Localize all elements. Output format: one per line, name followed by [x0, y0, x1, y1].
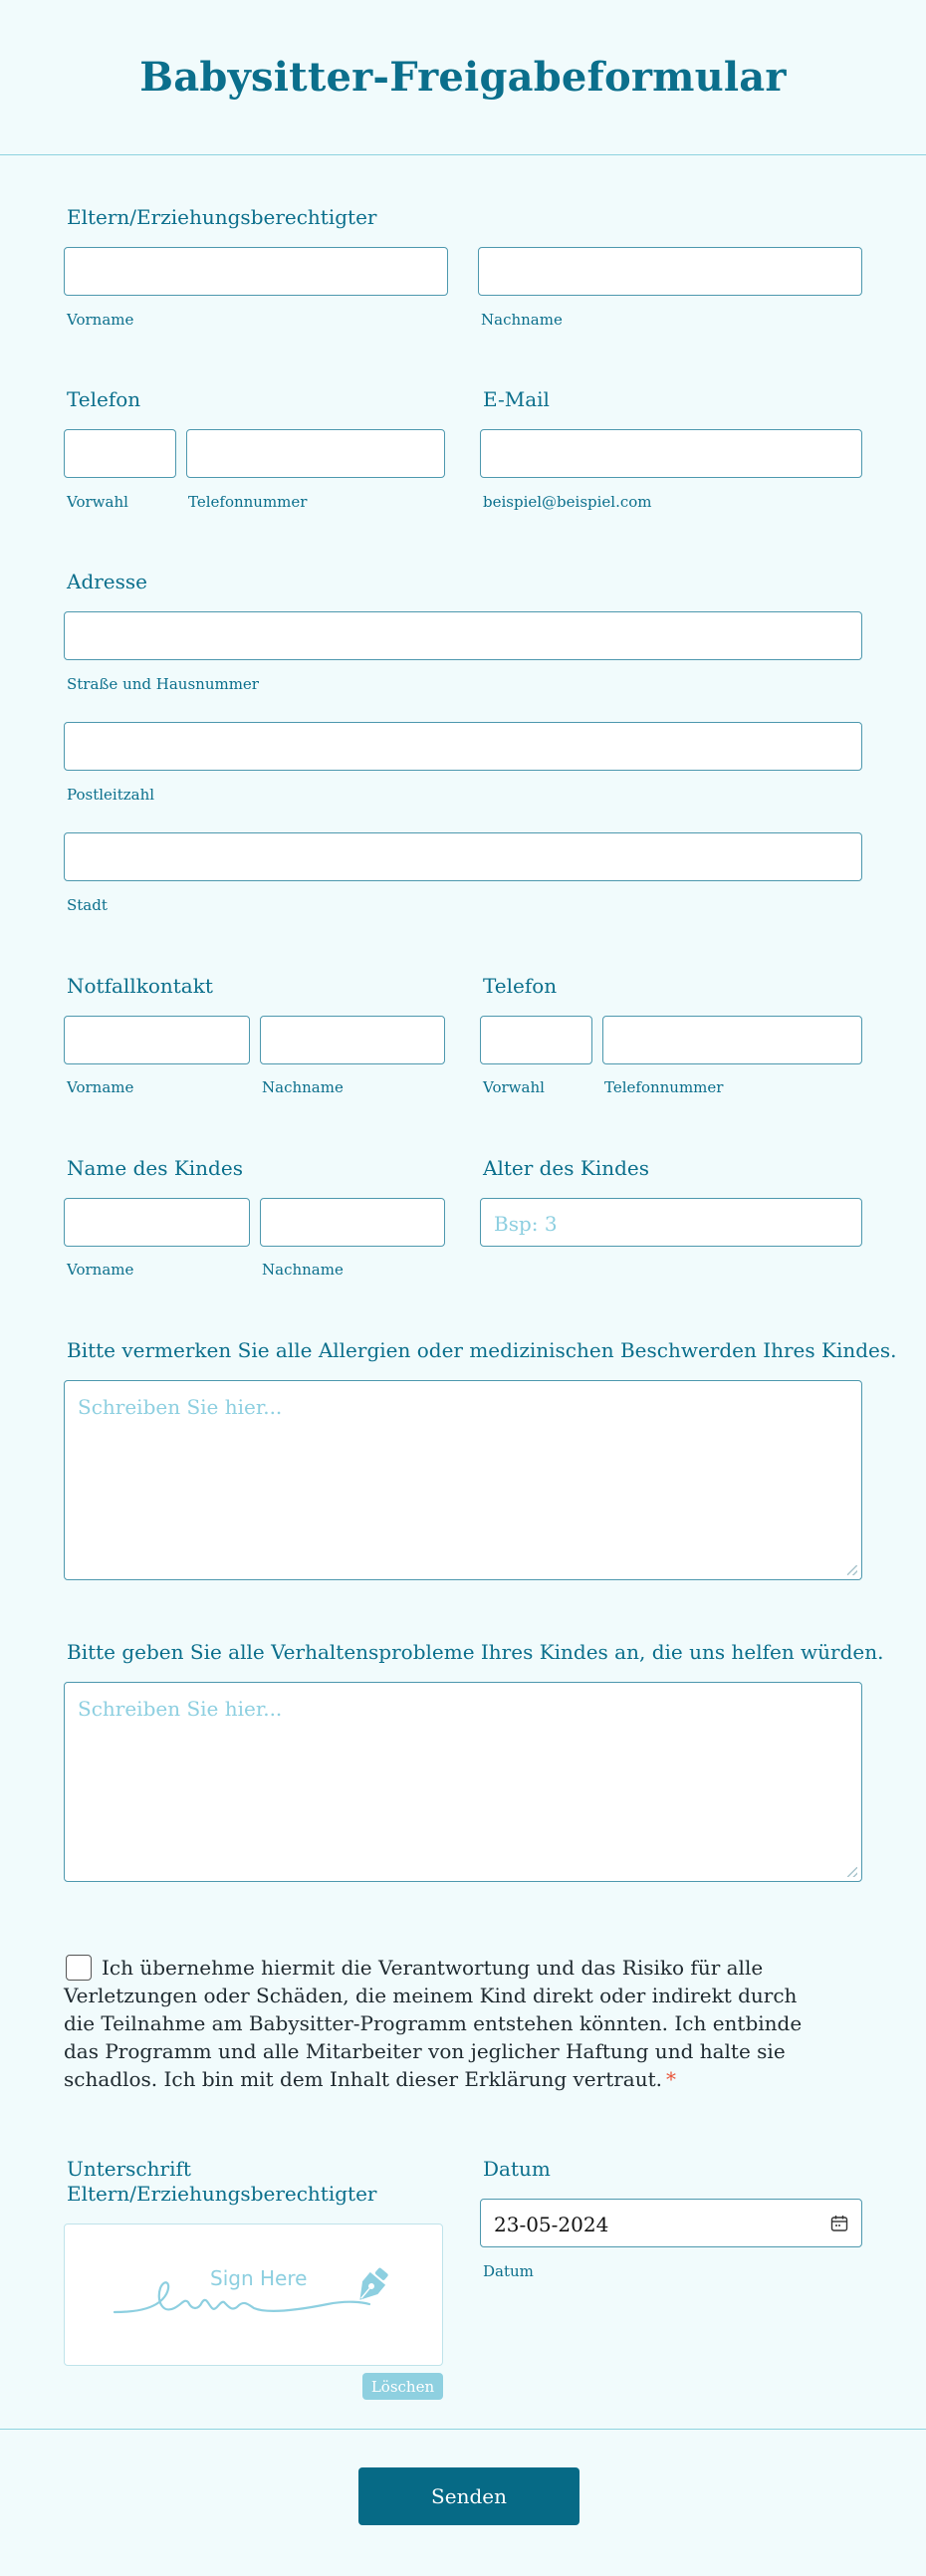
parent-first-name-input[interactable] [64, 247, 448, 296]
consent-text: Ich übernehme hiermit die Verantwortung und das Risiko für alle Verletzungen oder Schäden, die meinem Kind direkt oder indirekt durch die Teilnahme am Babysitter-Programm entstehen könnten. Ich entbinde das Programm und alle Mitarbeiter von jeglicher Haftung und halte sie schadlos. Ich bin mit dem Inhalt dieser Erklärung vertraut. [64, 1956, 803, 2091]
email-label: E-Mail [483, 387, 550, 411]
clear-signature-button[interactable]: Löschen [362, 2373, 443, 2400]
allergies-placeholder: Schreiben Sie hier... [78, 1395, 283, 1419]
required-mark: * [666, 2067, 676, 2091]
signature-label-line2: Eltern/Erziehungsberechtigter [67, 2182, 377, 2206]
parent-last-name-sublabel: Nachname [481, 311, 563, 329]
phone-label: Telefon [67, 387, 141, 411]
resize-handle-icon[interactable] [847, 1867, 857, 1877]
email-sublabel: beispiel@beispiel.com [483, 493, 652, 511]
signature-label [67, 2157, 376, 2207]
behavior-placeholder: Schreiben Sie hier... [78, 1697, 283, 1721]
submit-button[interactable]: Senden [358, 2467, 579, 2525]
emergency-contact-label: Notfallkontakt [67, 974, 213, 998]
signature-label-line1: Unterschrift [67, 2157, 191, 2181]
emergency-phone-area-code-input[interactable] [480, 1016, 592, 1064]
emergency-first-name-sublabel: Vorname [67, 1078, 134, 1096]
footer-divider [0, 2429, 926, 2430]
city-input[interactable] [64, 832, 862, 881]
emergency-last-name-sublabel: Nachname [262, 1078, 344, 1096]
emergency-phone-number-input[interactable] [602, 1016, 862, 1064]
phone-area-code-input[interactable] [64, 429, 176, 478]
date-label: Datum [483, 2157, 551, 2181]
email-input[interactable] [480, 429, 862, 478]
zip-input[interactable] [64, 722, 862, 771]
calendar-icon[interactable] [829, 2214, 849, 2233]
child-age-input[interactable] [480, 1198, 862, 1247]
city-sublabel: Stadt [67, 896, 108, 914]
date-sublabel: Datum [483, 2262, 534, 2280]
emergency-phone-area-code-sublabel: Vorwahl [483, 1078, 545, 1096]
consent-text-block [64, 1954, 820, 2093]
allergies-textarea[interactable] [64, 1380, 862, 1580]
signature-pad[interactable] [64, 2224, 443, 2366]
child-age-placeholder: Bsp: 3 [494, 1212, 558, 1236]
phone-area-code-sublabel: Vorwahl [67, 493, 128, 511]
signature-hint: Sign Here [210, 2266, 308, 2290]
date-input[interactable] [480, 2199, 862, 2247]
emergency-phone-number-sublabel: Telefonnummer [604, 1078, 724, 1096]
child-last-name-sublabel: Nachname [262, 1261, 344, 1279]
allergies-label: Bitte vermerken Sie alle Allergien oder medizinischen Beschwerden Ihres Kindes. [67, 1338, 897, 1362]
date-value: 23-05-2024 [494, 2213, 609, 2236]
emergency-phone-label: Telefon [483, 974, 558, 998]
child-first-name-input[interactable] [64, 1198, 250, 1247]
address-label: Adresse [67, 570, 148, 593]
behavior-label: Bitte geben Sie alle Verhaltensprobleme Ihres Kindes an, die uns helfen würden. [67, 1640, 884, 1664]
zip-sublabel: Postleitzahl [67, 786, 155, 804]
emergency-last-name-input[interactable] [260, 1016, 445, 1064]
pen-nib-icon [349, 2264, 393, 2308]
child-first-name-sublabel: Vorname [67, 1261, 134, 1279]
resize-handle-icon[interactable] [847, 1565, 857, 1575]
parent-last-name-input[interactable] [478, 247, 862, 296]
parent-label: Eltern/Erziehungsberechtigter [67, 205, 377, 229]
child-last-name-input[interactable] [260, 1198, 445, 1247]
emergency-first-name-input[interactable] [64, 1016, 250, 1064]
child-name-label: Name des Kindes [67, 1156, 243, 1180]
street-input[interactable] [64, 611, 862, 660]
street-sublabel: Straße und Hausnummer [67, 675, 259, 693]
behavior-textarea[interactable] [64, 1682, 862, 1882]
phone-number-input[interactable] [186, 429, 445, 478]
form-title: Babysitter-Freigabeformular [139, 54, 787, 101]
form-header [0, 0, 926, 155]
parent-first-name-sublabel: Vorname [67, 311, 134, 329]
phone-number-sublabel: Telefonnummer [188, 493, 308, 511]
child-age-label: Alter des Kindes [483, 1156, 650, 1180]
